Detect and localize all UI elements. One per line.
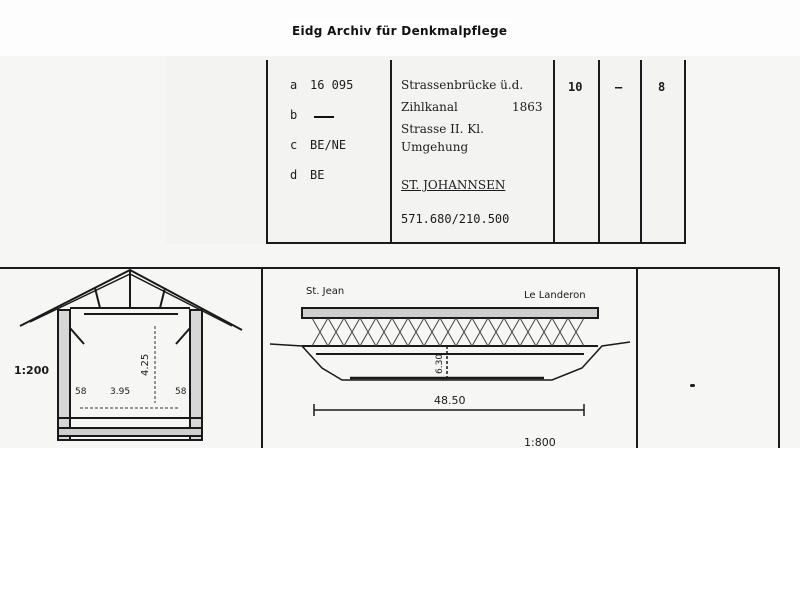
section-right-dim: 58 <box>175 387 187 397</box>
section-scale-label: 1:200 <box>14 364 50 377</box>
card-divider-codes <box>390 60 392 244</box>
elevation-clearance-dim: 6.30 <box>435 353 445 374</box>
elevation-span-dim: 48.50 <box>434 394 466 407</box>
elevation-drawing <box>262 268 636 448</box>
card-divider-description <box>553 60 555 244</box>
drawings-divider-right <box>636 268 638 448</box>
description-line-3: Strasse II. Kl. <box>401 122 484 136</box>
elevation-right-label: Le Landeron <box>524 290 586 301</box>
elevation-scale-label: 1:800 <box>524 436 556 448</box>
riverbank-profile <box>270 342 630 380</box>
code-a-key: a <box>290 78 298 92</box>
code-d-key: d <box>290 168 298 182</box>
card-bottom-rule <box>266 242 686 244</box>
description-line-4: Umgehung <box>401 140 469 154</box>
cross-section-drawing <box>0 268 260 448</box>
code-d-value: BE <box>310 168 325 182</box>
card-divider-left <box>266 60 268 244</box>
coordinates: 571.680/210.500 <box>401 212 510 226</box>
construction-year: 1863 <box>512 100 543 114</box>
code-b-key: b <box>290 108 298 122</box>
description-line-2: Zihlkanal <box>401 100 458 114</box>
card-divider-col3 <box>684 60 686 244</box>
card-divider-col2 <box>640 60 642 244</box>
ink-speck <box>690 384 695 387</box>
code-c-value: BE/NE <box>310 138 347 152</box>
section-left-dim: 58 <box>75 387 87 397</box>
drawings-right-edge <box>778 268 780 448</box>
column-1-value: 10 <box>568 80 583 94</box>
code-b-dash <box>314 116 334 118</box>
archive-title: Eidg Archiv für Denkmalpflege <box>288 21 511 41</box>
column-2-value: – <box>615 80 623 94</box>
code-a-value: 16 095 <box>310 78 354 92</box>
section-height-dim: 4.25 <box>140 353 151 376</box>
location-name: ST. JOHANNSEN <box>401 178 506 192</box>
description-line-1: Strassenbrücke ü.d. <box>401 78 524 92</box>
code-c-key: c <box>290 138 298 152</box>
column-3-value: 8 <box>658 80 666 94</box>
section-center-dim: 3.95 <box>110 387 131 397</box>
elevation-left-label: St. Jean <box>306 286 345 297</box>
index-card <box>166 56 686 244</box>
card-divider-col1 <box>598 60 600 244</box>
